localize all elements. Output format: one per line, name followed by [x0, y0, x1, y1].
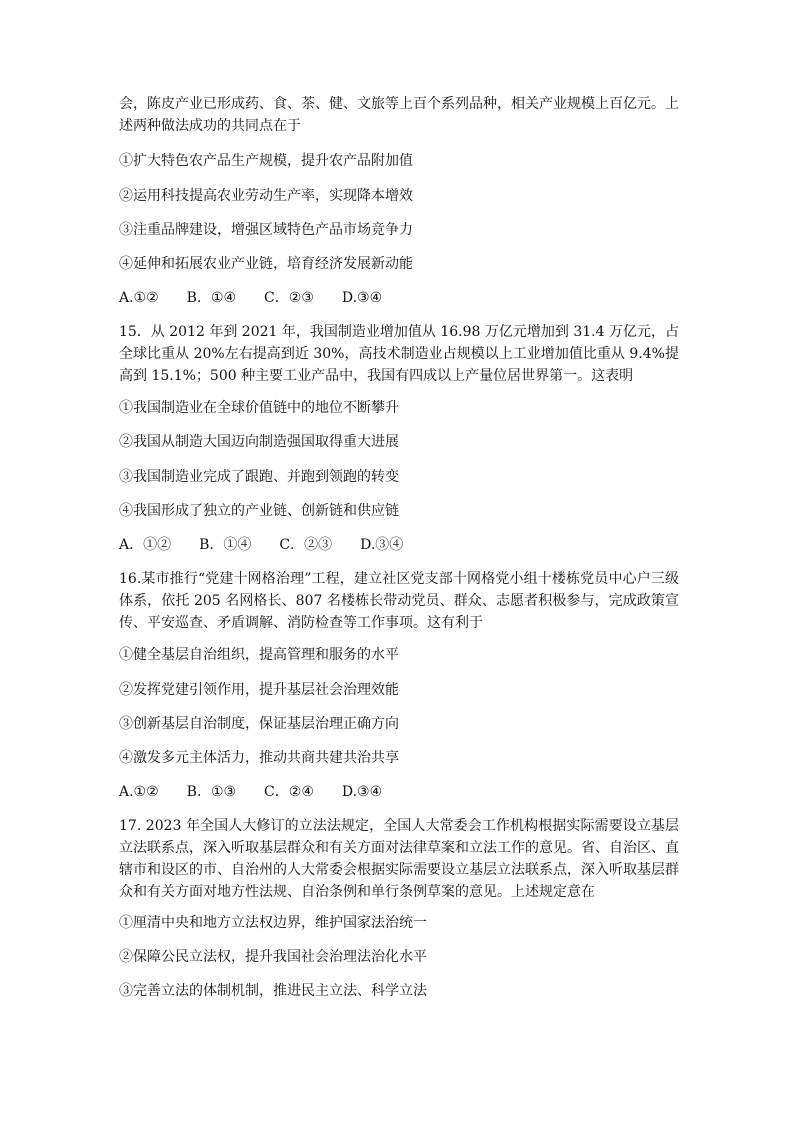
q15-option-1: ①我国制造业在全球价值链中的地位不断攀升 [119, 400, 399, 416]
q14-choices: A.①② B．①④ C．②③ D.③④ [119, 290, 383, 306]
q15-option-2: ②我国从制造大国迈向制造强国取得重大进展 [119, 434, 399, 450]
q16-stem: 16.某市推行“党建十网格治理”工程，建立社区党支部十网格党小组十楼栋党员中心户三级体系，依托 205 名网格长、807 名楼栋长带动党员、群众、志愿者积极参与，完成政策宣传、平安巡查、矛盾调解、消防检查等工作事项。这有利于 [119, 571, 679, 631]
q15-option-3: ③我国制造业完成了跟跑、并跑到领跑的转变 [119, 469, 399, 485]
q17-option-1: ①厘清中央和地方立法权边界，维护国家法治统一 [119, 915, 427, 931]
q16-option-1: ①健全基层自治组织，提高管理和服务的水平 [119, 647, 399, 663]
q17-stem: 17. 2023 年全国人大修订的立法法规定，全国人大常委会工作机构根据实际需要设立基层立法联系点，深入听取基层群众和有关方面对法律草案和立法工作的意见。省、自治区、直辖市和设区的市、自治州的人大常委会根据实际需要设立基层立法联系点，深入听取基层群众和有关方面对地方性法规、自治条例和单行条例草案的意见。上述规定意在 [119, 818, 679, 900]
q15-choices: A．①② B．①④ C．②③ D.③④ [119, 537, 404, 553]
q14-option-2: ②运用科技提高农业劳动生产率，实现降本增效 [119, 188, 413, 204]
q14-option-1: ①扩大特色农产品生产规模，提升农产品附加值 [119, 153, 413, 169]
q17-option-3: ③完善立法的体制机制，推进民主立法、科学立法 [119, 983, 427, 999]
q16-option-4: ④激发多元主体活力，推动共商共建共治共享 [119, 750, 399, 766]
q16-choices: A.①② B．①③ C．②④ D.③④ [119, 784, 383, 800]
q17-option-2: ②保障公民立法权，提升我国社会治理法治化水平 [119, 949, 427, 965]
q14-stem-continuation: 会，陈皮产业已形成药、食、茶、健、文旅等上百个系列品种，相关产业规模上百亿元。上述两种做法成功的共同点在于 [119, 96, 679, 134]
q16-option-2: ②发挥党建引领作用，提升基层社会治理效能 [119, 682, 399, 698]
q16-option-3: ③创新基层自治制度，保证基层治理正确方向 [119, 716, 399, 732]
q14-option-3: ③注重品牌建设，增强区域特色产品市场竞争力 [119, 222, 413, 238]
q14-option-4: ④延伸和拓展农业产业链，培育经济发展新动能 [119, 256, 413, 272]
q15-option-4: ④我国形成了独立的产业链、创新链和供应链 [119, 503, 399, 519]
q15-stem: 15．从 2012 年到 2021 年，我国制造业增加值从 16.98 万亿元增加到 31.4 万亿元，占全球比重从 20%左右提高到近 30%，高技术制造业占规模以上工业增加值比重从 9.4%提高到 15.1%；500 种主要工业产品中，我国有四成以上产量位居世界第一。这表明 [119, 324, 679, 384]
